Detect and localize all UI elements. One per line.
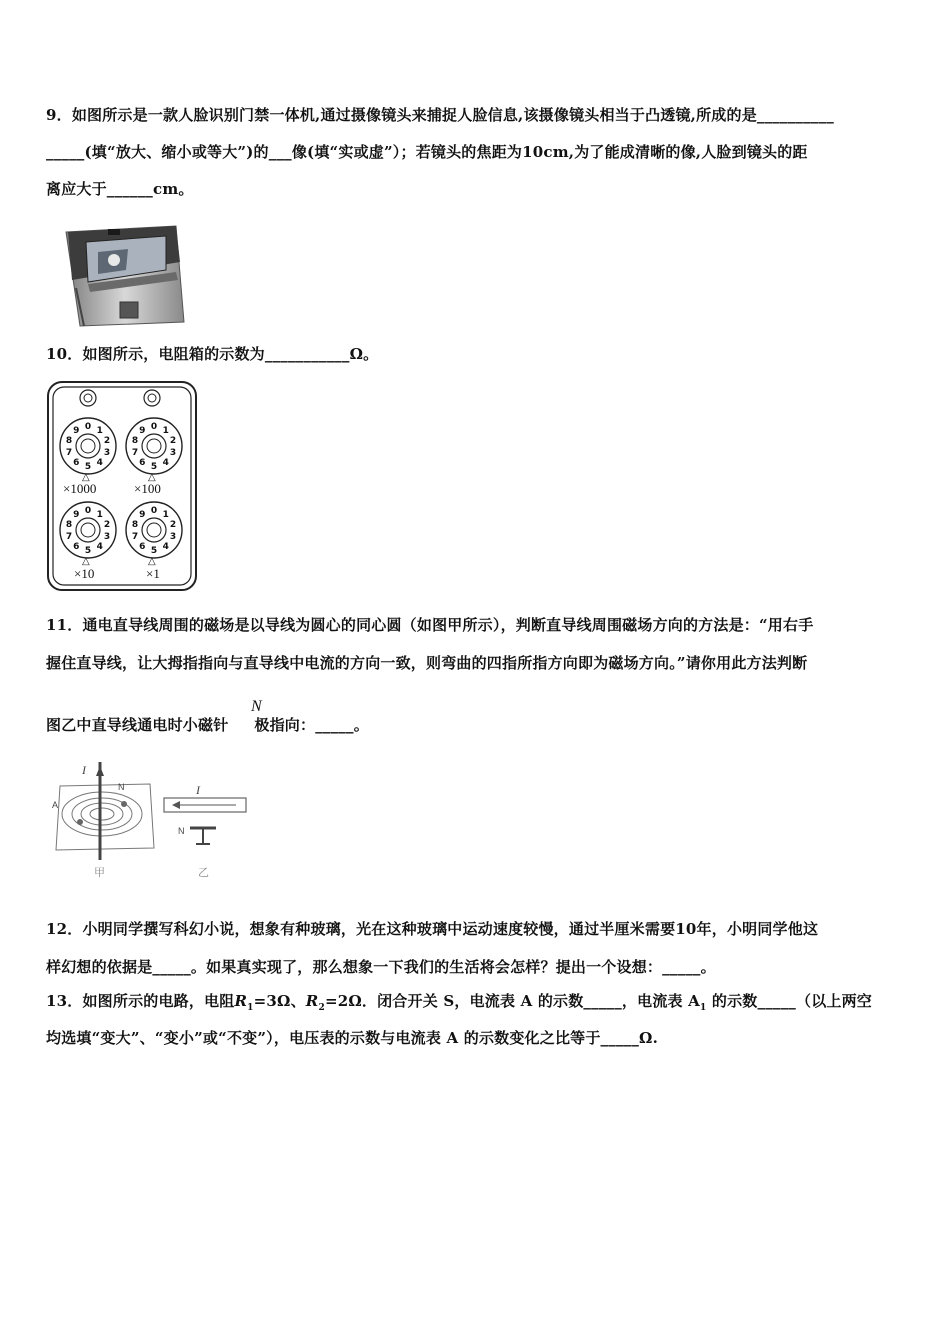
dial-pointer-icon: △ (148, 472, 156, 483)
dial-digit: 0 (150, 506, 158, 516)
dial-multiplier-x1000: ×1000 (63, 481, 97, 496)
dial-digit: 3 (103, 448, 111, 459)
q13-r2-symbol: R (305, 992, 319, 1010)
dial-digit: 6 (73, 458, 80, 469)
figure-jia-caption: 甲 (94, 866, 105, 879)
dial-digit: 2 (103, 435, 111, 446)
dial-digit: 4 (96, 542, 103, 553)
dial-digit: 1 (96, 425, 103, 436)
dial-pointer-icon: △ (82, 556, 90, 567)
q9-line-1: 9．如图所示是一款人脸识别门禁一体机,通过摄像镜头来捕捉人脸信息,该摄像镜头相当于凸透镜,所成的是__________ (46, 106, 834, 124)
dial-digit: 7 (65, 532, 73, 543)
dial-digit: 5 (150, 546, 158, 556)
q9-line-2: _____(填“放大、缩小或等大”)的___像(填“实或虚”）；若镜头的焦距为10cm,为了能成清晰的像,人脸到镜头的距 (46, 143, 808, 161)
dial-digit: 3 (169, 448, 177, 459)
dial-x10 (58, 500, 118, 560)
dial-x1 (124, 500, 184, 560)
dial-digit: 2 (169, 519, 177, 530)
face-recognition-kiosk-image (58, 222, 188, 328)
q13-r2-subscript: 2 (318, 1003, 325, 1013)
q11-line-3-text-a: 图乙中直导线通电时小磁针 (46, 716, 229, 734)
dial-multiplier-x10: ×10 (74, 566, 95, 581)
q10-line-1: 10．如图所示，电阻箱的示数为___________Ω。 (46, 345, 379, 363)
dial-digit: 1 (162, 509, 169, 520)
q12-line-1: 12．小明同学撰写科幻小说，想象有种玻璃，光在这种玻璃中运动速度较慢，通过半厘米需要10年，小明同学他这 (46, 920, 819, 938)
dial-digit: 7 (131, 448, 139, 459)
q11-line-1: 11．通电直导线周围的磁场是以导线为圆心的同心圆（如图甲所示），判断直导线周围磁场方向的方法是：“用右手 (46, 616, 814, 634)
dial-multiplier-x1: ×1 (146, 566, 160, 581)
q13-text-2: =3Ω、 (253, 992, 306, 1010)
dial-digit: 0 (84, 506, 92, 516)
dial-digit: 0 (84, 422, 92, 432)
dial-digit: 7 (131, 532, 139, 543)
dial-digit: 5 (84, 546, 92, 556)
dial-digit: 3 (169, 532, 177, 543)
figure-yi-n-label: N (178, 826, 185, 836)
q11-line-2: 握住直导线，让大拇指指向与直导线中电流的方向一致，则弯曲的四指所指方向即为磁场方向。”请你用此方法判断 (46, 654, 808, 672)
figure-yi-current-label: I (196, 783, 200, 797)
q13-a1-subscript: 1 (700, 1003, 707, 1013)
dial-pointer-icon: △ (82, 472, 90, 483)
resistance-box-figure (46, 380, 198, 592)
dial-digit: 9 (73, 425, 80, 436)
q11-line-3-text-b: 极指向：_____。 (254, 716, 369, 734)
q13-text-4: 的示数_____（以上两空 (706, 992, 872, 1010)
dial-digit: 9 (73, 509, 80, 520)
dial-multiplier-x100: ×100 (134, 481, 161, 496)
dial-digit: 9 (139, 425, 146, 436)
q13-r1-subscript: 1 (247, 1003, 254, 1013)
dial-digit: 4 (162, 542, 169, 553)
figure-jia-magnetic-field (50, 756, 160, 880)
q11-n-symbol: N (251, 698, 262, 715)
dial-digit: 6 (73, 542, 80, 553)
dial-digit: 9 (139, 509, 146, 520)
dial-digit: 8 (131, 435, 139, 446)
dial-digit: 1 (96, 509, 103, 520)
dial-digit: 6 (139, 458, 146, 469)
figure-jia-a-label: A (52, 800, 59, 810)
q13-line-2: 均选填“变大”、“变小”或“不变”），电压表的示数与电流表 A 的示数变化之比等于_____Ω. (46, 1029, 659, 1047)
figure-yi-caption: 乙 (198, 866, 209, 879)
figure-jia-current-label: I (82, 763, 86, 777)
dial-digit: 1 (162, 425, 169, 436)
dial-digit: 7 (65, 448, 73, 459)
figure-yi-wire-compass (158, 782, 250, 880)
dial-x1000 (58, 416, 118, 476)
q9-line-3: 离应大于______cm。 (46, 180, 194, 198)
dial-digit: 8 (65, 435, 73, 446)
dial-digit: 8 (65, 519, 73, 530)
dial-pointer-icon: △ (148, 556, 156, 567)
dial-digit: 5 (84, 462, 92, 472)
dial-digit: 5 (150, 462, 158, 472)
dial-digit: 8 (131, 519, 139, 530)
q13-text-1: 13．如图所示的电路，电阻 (46, 992, 235, 1010)
q13-text-3: =2Ω．闭合开关 S，电流表 A 的示数_____，电流表 A (324, 992, 700, 1010)
q11-line-3 (46, 714, 369, 735)
dial-digit: 6 (139, 542, 146, 553)
dial-digit: 4 (96, 458, 103, 469)
dial-digit: 4 (162, 458, 169, 469)
q13-line-1 (46, 990, 872, 1013)
dial-digit: 3 (103, 532, 111, 543)
q13-r1-symbol: R (234, 992, 248, 1010)
q12-line-2: 样幻想的依据是_____。如果真实现了，那么想象一下我们的生活将会怎样？提出一个设想：_____。 (46, 958, 716, 976)
dial-digit: 2 (169, 435, 177, 446)
dial-digit: 2 (103, 519, 111, 530)
dial-x100 (124, 416, 184, 476)
figure-jia-n-label: N (118, 782, 125, 792)
dial-digit: 0 (150, 422, 158, 432)
